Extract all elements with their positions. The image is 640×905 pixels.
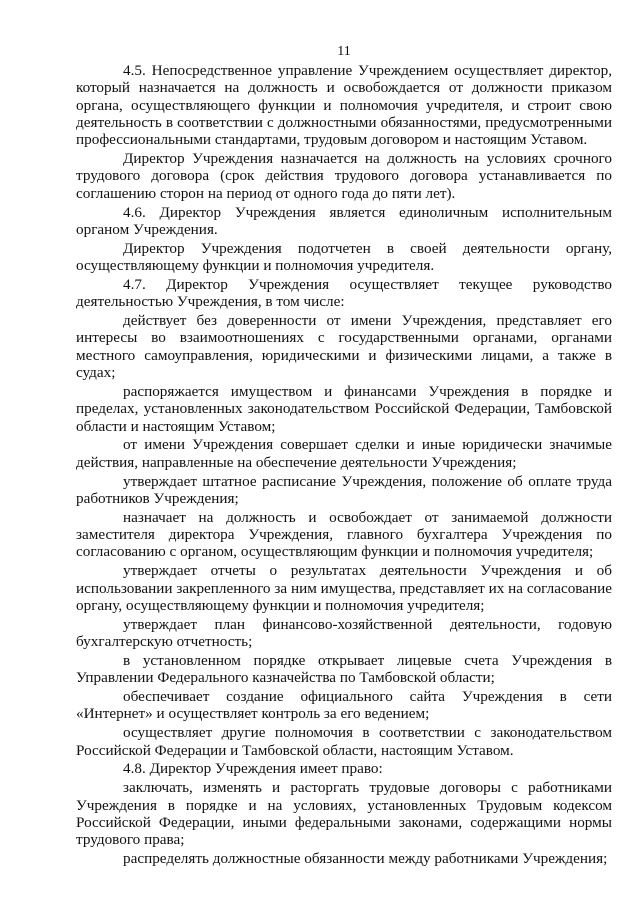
paragraph-makes-transactions: от имени Учреждения совершает сделки и иные юридически значимые действия, направленные на обеспечение деятельности Учреждения; xyxy=(76,436,612,471)
paragraph-director-accountable: Директор Учреждения подотчетен в своей деятельности органу, осуществляющему функции и полномочия учредителя. xyxy=(76,239,612,275)
paragraph-distribute-duties: распределять должностные обязанности между работниками Учреждения; xyxy=(123,850,608,868)
paragraph-employment-contracts: заключать, изменять и расторгать трудовые договоры с работниками Учреждения в порядке и на условиях, установленных Трудовым кодексом Российской Федерации, иными федеральными законами, содержащими нормы трудового права; xyxy=(76,779,612,849)
paragraph-4-7: 4.7. Директор Учреждения осуществляет текущее руководство деятельностью Учреждения, в том числе: xyxy=(76,275,612,311)
paragraph-approves-staffing: утверждает штатное расписание Учреждения, положение об оплате труда работников Учреждения; xyxy=(76,472,612,507)
paragraph-appoints-deputy: назначает на должность и освобождает от занимаемой должности заместителя директора Учреждения, главного бухгалтера Учреждения по согласованию с органом, осуществляющим функции и полномочия учредителя; xyxy=(76,508,612,561)
paragraph-approves-plan: утверждает план финансово-хозяйственной деятельности, годовую бухгалтерскую отчетность; xyxy=(76,615,612,651)
paragraph-acts-without-proxy: действует без доверенности от имени Учреждения, представляет его интересы во взаимоотношениях с государственными органами, органами местного самоуправления, юридическими и физическими лицами, а также в судах; xyxy=(76,312,612,382)
paragraph-4-8: 4.8. Директор Учреждения имеет право: xyxy=(123,760,383,778)
page-number: 11 xyxy=(337,44,351,59)
paragraph-approves-reports: утверждает отчеты о результатах деятельности Учреждения и об использовании закрепленного за ним имущества, представляет их на согласование органу, осуществляющему функции и полномочия учредителя; xyxy=(76,562,612,614)
paragraph-director-appointment: Директор Учреждения назначается на должность на условиях срочного трудового договора (срок действия трудового договора устанавливается по соглашению сторон на период от одного года до пяти лет). xyxy=(76,150,612,202)
paragraph-4-5: 4.5. Непосредственное управление Учреждением осуществляет директор, который назначается на должность и освобождается от должности приказом органа, осуществляющего функции и полномочия учредителя, и строит свою деятельность в соответствии с должностными обязанностями, предусмотренными профессиональными стандартами, трудовым договором и настоящим Уставом. xyxy=(76,62,612,149)
document-page xyxy=(76,44,612,869)
paragraph-manages-property: распоряжается имуществом и финансами Учреждения в порядке и пределах, установленных законодательством Российской Федерации, Тамбовской области и настоящим Уставом; xyxy=(76,382,612,435)
paragraph-official-website: обеспечивает создание официального сайта Учреждения в сети «Интернет» и осуществляет контроль за его ведением; xyxy=(76,688,612,723)
paragraph-4-6: 4.6. Директор Учреждения является единоличным исполнительным органом Учреждения. xyxy=(76,203,612,238)
paragraph-opens-accounts: в установленном порядке открывает лицевые счета Учреждения в Управлении Федерального казначейства по Тамбовской области; xyxy=(76,651,612,687)
paragraph-other-powers: осуществляет другие полномочия в соответствии с законодательством Российской Федерации и Тамбовской области, настоящим Уставом. xyxy=(76,724,612,759)
